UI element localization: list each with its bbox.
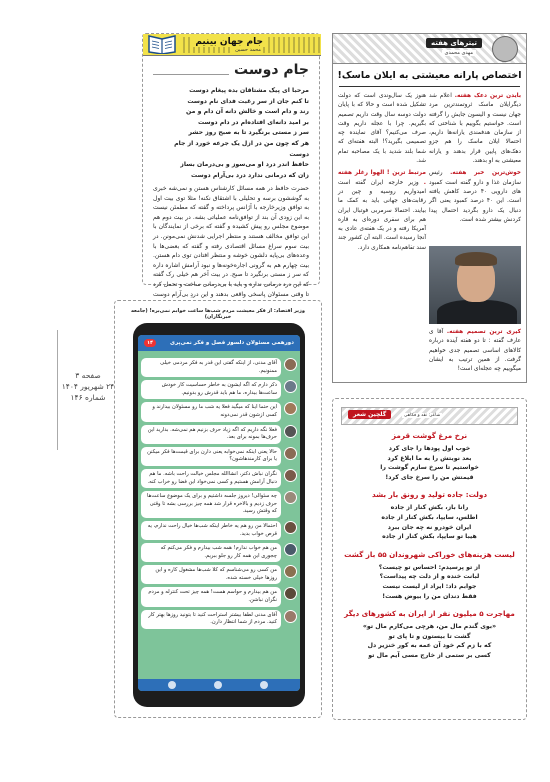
headline-text: هنوز یک سال‌وندی است که دولت تشکیل شده است و حالا که با پایان دولت دوسه سال وقت داریم تصمیم بگیریم. چرا با عجله داریم وقت صرف می‌کنیم؟ آقای نماینده چه تصمیمی بگیرید؟! البته هفته‌ای که شما بلند شدید با یک مصاحبه تمام شد.	[338, 93, 426, 165]
avatar	[284, 380, 297, 393]
chat-message	[141, 469, 297, 488]
message-bubble: این حتما اینا که میگید فعلا یه شب ما رو مسئولان بیدارند و کسی ازشون قدر نمی‌دونه	[141, 402, 281, 421]
headlines-banner	[333, 34, 526, 64]
headlines-column	[332, 33, 527, 383]
headline-item	[338, 169, 426, 253]
poem-line: ایران خودرو نه چه جان ببرد	[387, 523, 472, 531]
unread-count-badge: ۱۴	[144, 339, 156, 347]
jam-banner-title: جام جهان بینیم	[192, 37, 266, 47]
poem-line: سر ز مستی برنگیرد تا به صبح روز حشر	[188, 129, 309, 137]
poem-block	[341, 609, 518, 660]
page-edge-marker	[18, 330, 58, 450]
poem-line: بعد نوبتش را به ما ابلاغ کرد	[387, 454, 472, 462]
poem-line: رند و دام است و خالش دانه آن دام و من	[186, 108, 309, 116]
message-bubble: من کسی رو می‌شناسم که کلا شب‌ها مشغول کاره و این روزها خیلی خسته شده.	[141, 565, 281, 584]
avatar	[284, 469, 297, 482]
phone-frame	[133, 323, 305, 707]
poem-block	[341, 550, 518, 601]
chat-message	[141, 491, 297, 518]
poem-title: مهاجرت ۵ میلیون نفر از ایران به کشورهای دیگر	[344, 609, 515, 619]
headline-label: کیری ترین تصمیم هفته.	[446, 329, 521, 335]
nav-dot-icon	[260, 681, 268, 689]
headline-text: وزیر خارجه ایران گفته است امیدواریم روسیه و چین در رقابت‌های جهانی باید به کمک ما بیایند. احتمالا سرمربی فوتبال ایران هم برای سفری دوره‌ای به قاره آمریکا رفته و در یک هفته‌ی عادی به آنجا رسیده است. البته آن کشور جند سند تفاهم‌نامه همکاری دارد.	[338, 179, 426, 251]
poem-line: «بوی گندم مال من، هرچی می‌کارم مال تو»	[362, 623, 497, 631]
page-info	[58, 370, 118, 403]
jam-banner-author: محمد حسین	[235, 47, 261, 53]
title-divider	[339, 86, 520, 87]
poem-title: لیست هزینه‌های خوراکی شهروندان ۵۵ باز گشت	[344, 549, 515, 559]
page-date: ۲۴ شهریور ۱۴۰۴	[61, 382, 115, 391]
poem-line: رانا باز، بکش کنار از جاده	[390, 504, 469, 512]
poems-banner-title: گلچین شعر	[348, 410, 391, 419]
message-bubble: آقای مدنی لطفا بیشتر استراحت کنید تا بتونید روزها بهتر کار کنید. مردم از شما انتظار دارن.	[141, 610, 281, 629]
chat-message	[141, 587, 297, 606]
jam-title: جام دوست	[234, 62, 309, 78]
chat-message-list	[138, 353, 300, 677]
chat-cartoon-panel	[114, 300, 322, 718]
headline-label: مرتبط ترین ! الهوا رغلر هفته .	[338, 170, 426, 186]
poems-column	[332, 398, 527, 720]
avatar	[284, 587, 297, 600]
chat-message	[141, 543, 297, 562]
avatar	[284, 425, 297, 438]
message-bubble: چه سئوالی! دیروز جلسه داشتیم و برای یک موضوع ساعت‌ها حرف زدیم و بالاخره قرار شد همه چیز بررسی بشه تا وقتی که وقتش رسید.	[141, 491, 281, 518]
poem-line: زان که درمانی ندارد درد بی‌آرام دوست	[191, 171, 309, 179]
avatar	[284, 358, 297, 371]
chat-topbar	[138, 335, 300, 351]
poem-line: بر امید دانه‌ای افتاده‌ام در دام دوست	[197, 118, 309, 126]
headline-item	[338, 92, 426, 166]
poem-line: که با زم کم خود آن عمه به کور خنزیر دل	[367, 642, 492, 650]
message-bubble: فعلا نگه داریم که اگه زیاد حرف بزنیم هم نمی‌شه. بذارید این حرف‌ها بمونه برای بعد.	[141, 425, 281, 444]
nav-dot-icon	[168, 681, 176, 689]
chat-message	[141, 402, 297, 421]
headline-label: بایدن ترین دعک هفته.	[454, 93, 522, 99]
poem-block	[341, 431, 518, 482]
poem-line: اطلس، سایپا، بکش کنار از جاده	[381, 513, 478, 521]
poems-content	[341, 431, 518, 669]
avatar	[284, 521, 297, 534]
poem-title: دولت: جاده تولید و رونق بار بشد	[371, 490, 488, 500]
message-bubble: من هم بیدارم و حواسم هست! همه چیز تحت کنترله و مردم نگران نباشن.	[141, 587, 281, 606]
headlines-title: اختصاص پارانه معیشتی به ایلان ماسک!	[337, 70, 522, 81]
poem-line: کسی بر ستمی از خارج مسی آیم مال تو	[368, 651, 491, 659]
message-bubble: من هم خواب ندارم! همه شب بیدارم و فکر می‌کنم که چجوری این همه کار رو جلو ببریم.	[141, 543, 281, 562]
message-bubble: حالا یعنی اینکه نمی‌خوابه یعنی دارن برای قیمت‌ها فکر میکنن یا برای کارمندهاشون؟	[141, 447, 281, 466]
avatar	[284, 491, 297, 504]
headlines-right-column	[429, 92, 521, 225]
page-number: صفحه ۳	[75, 371, 101, 380]
headline-item	[429, 169, 521, 225]
poem-block	[341, 490, 518, 541]
poem-line: گشت تا بیستون و تا پای تو	[388, 632, 471, 640]
poem-line: تا کنم جان از سر رغبت فدای نام دوست	[187, 97, 309, 105]
chat-message	[141, 610, 297, 629]
jam-poem	[153, 86, 309, 181]
message-bubble: آقای مدنی، از اینکه گفتی این قدر به فکر مردمی خیلی ممنونیم.	[141, 358, 281, 377]
nav-dot-icon	[214, 681, 222, 689]
poem-line: قیمتش من را سرخ جای کرد!	[385, 473, 474, 481]
poem-line: خواستیم تا سرخ سازم گوشت را	[380, 464, 479, 472]
headline-text: اعلام شد دیگرایلان ماسک ثروتمندترین مرد جهان نیست و الیسون جایش را گرفته است. خواستیم بگوییم با شناختی که از سازمان هدفمندی یارانه‌ها داریم، احتمالا ایلان ماسک را هم جزو دهک‌های پایین قرار بدهند و یارانه معیشتی به او بدهند.	[429, 93, 521, 165]
message-bubble: ذکر دارم که اگه ایشون به خاطر حساسیت کار خودش ساعت‌ها بیداره، ما هم باید قدرش رو بدونیم.	[141, 380, 281, 399]
phone-screen	[138, 335, 300, 691]
message-bubble: احتمالا من رو هم یه خاطر اینکه شب‌ها خیال راحت ندارم، یه قرص خواب بدید.	[141, 521, 281, 540]
book-icon	[147, 30, 177, 54]
headlines-left-column	[338, 92, 426, 253]
chat-message	[141, 425, 297, 444]
chat-message	[141, 521, 297, 540]
issue-number: شماره ۱۴۶	[70, 393, 106, 402]
title-divider	[153, 74, 229, 75]
headline-text: آقا ی عارف گفته : تا دو هفته آینده درباره کالاهای اساسی تصمیم جدی خواهیم گرفت. از همین ترتیب به ایشان میگوییم چه عجله‌ای است!	[429, 329, 521, 373]
chat-bottombar	[138, 679, 300, 691]
headline-item	[429, 328, 521, 374]
headline-text: رئیس سازمان غذا و دارو گفته است کمبود های دارویی ۴۰ درصد کاهش یافته است. این ۴۰ درصد کمبود یعنی اگر دنبال یک دارو بگردید احتمال پیدا کردنش بیشتر شده است.	[429, 170, 521, 223]
chat-message	[141, 447, 297, 466]
jam-body-text: حضرت حافظ در همه مسائل کارشناس هستن و نمی‌شه خبری به گوششون برسه و تحلیلی با اشتقاق نکنه! مثلا توی بیت اول به توافق وزیرخارجه با آژانس پرداخته و گفته که مطمئن نیست به این زودی آن بند از توافق‌نامه عملیاتی بشه. در بیت دوم هم موضوع مجلس رو پیش کشیده و گفته که برخی از نمایندگان با این توافق مخالف هستند و منتظر اجرایی شدنش نمی‌مونن. در بیت سوم سراغ مسائل اقتصادی رفته و گفته که بعضی‌ها با وعده‌های بی‌پایه دلشون خوشه و منتظر افتادن توی دام هستن. بیت چهارم هم به گرونی اجاره‌خونه‌ها و نبود آرامش اشاره داره که سر ز مستی برنگیرد تا صبح. در بیت آخر هم خیلی رک گفته که این درد درمانی نداره و باید با بی‌درمانی ساخت و تحمل کرد تا وقتی مسئولان پاسخی واقعی بدهند و این دردِ بی‌آرام دوست	[153, 185, 309, 298]
poem-line: لبانت خنده و از دلت چه پیداست؟	[379, 573, 480, 581]
avatar	[284, 543, 297, 556]
poem-title: نرخ مرغ گوشت قرمز	[391, 431, 468, 440]
poem-line: حافظ اندر درد او می‌سوز و بی‌درمان بساز	[180, 161, 309, 169]
poem-line: فقط دندان من را بیوض هست!	[382, 592, 477, 600]
jam-banner	[143, 34, 321, 56]
poem-line: مرحبا ای پیک مشتاقان بده پیغام دوست	[189, 87, 309, 94]
jam-column	[142, 33, 320, 298]
poems-banner-author: شاعر: نقد و فکاهی	[404, 413, 441, 418]
poem-line: از تو پرسیدم: احساس تو چیست؟	[378, 563, 481, 571]
message-bubble: نگران نباش دکتر، انشاالله مجلس خیالت راحت باشه. ما هم دنبال آرامش هستیم و کسی نمی‌خواد این فضا رو خراب کنه.	[141, 469, 281, 488]
musk-photo	[429, 246, 521, 324]
poem-line: جوابم داد: ایراد از لیست نیست	[382, 582, 477, 590]
headlines-banner-title: تیترهای هفته	[426, 38, 482, 48]
chat-panel-caption: وزیر اقتصاد: از فکر معیشت مردم شب‌ها ساعت خوابم نمی‌بره! (جامعه خبرنگاران)	[131, 308, 305, 320]
chat-message	[141, 565, 297, 584]
poems-banner	[341, 407, 518, 425]
chat-group-title: دورهمی مسئولان دلسوز فصل و فکر نمی‌پری	[170, 340, 294, 346]
avatar	[284, 565, 297, 578]
avatar	[284, 610, 297, 623]
poem-line: خوب اول پودها را جای کرد	[388, 445, 471, 452]
author-avatar-icon	[492, 36, 518, 62]
headline-label: خوش‌ترین خبر هفته.	[450, 170, 521, 177]
chat-message	[141, 380, 297, 399]
headline-item	[429, 92, 521, 166]
avatar	[284, 447, 297, 460]
avatar	[284, 402, 297, 415]
headlines-banner-author: مهدی محمدی	[442, 50, 476, 56]
poem-line: هیبا تو سایپا، بکش کنار از جاده	[382, 533, 477, 541]
poem-line: هر که چون من در ازل یک جرعه خورد از جام دوست	[174, 139, 309, 158]
chat-message	[141, 358, 297, 377]
